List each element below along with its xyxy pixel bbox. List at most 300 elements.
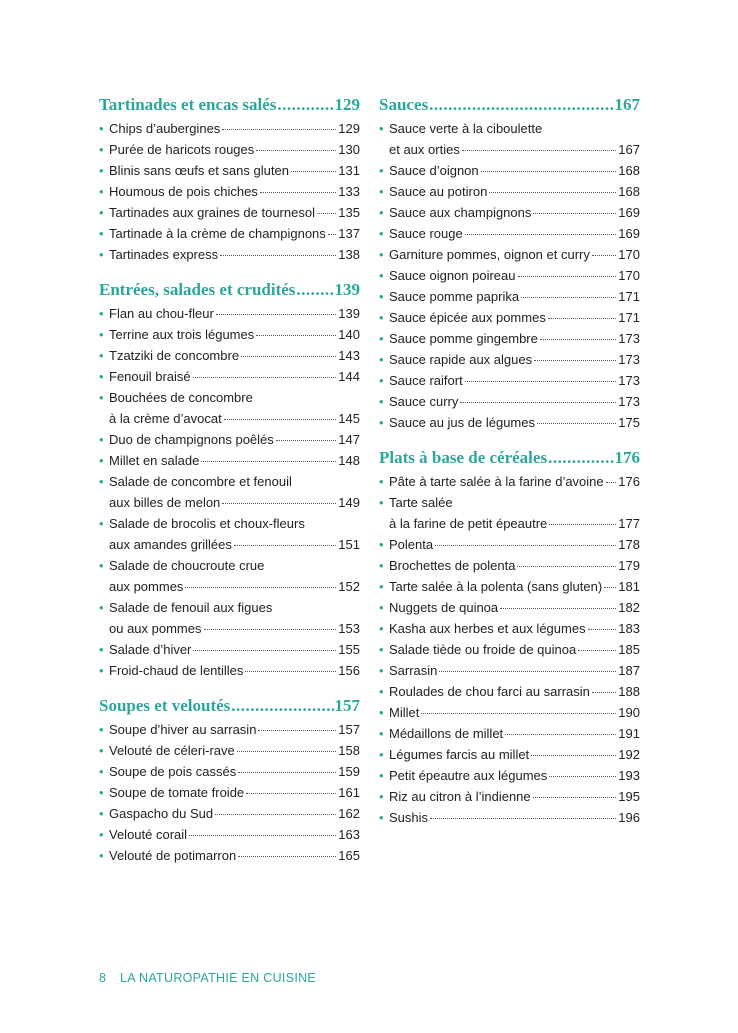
entry-title-line: Sauce verte à la ciboulette <box>389 121 543 136</box>
entry-page-number: 171 <box>618 310 640 325</box>
entry-page-number: 140 <box>338 327 360 342</box>
entry-page-number: 173 <box>618 394 640 409</box>
toc-entry[interactable] <box>99 345 360 366</box>
dot-leader <box>241 355 336 357</box>
dot-leader <box>238 855 336 857</box>
dot-leader <box>537 422 616 424</box>
entry-row <box>109 576 360 597</box>
entry-row <box>109 118 360 139</box>
toc-entry[interactable] <box>379 618 640 639</box>
toc-entry[interactable] <box>99 429 360 450</box>
dot-leader <box>222 502 336 504</box>
entry-page-number: 168 <box>618 163 640 178</box>
entry-page-number: 152 <box>338 579 360 594</box>
entry-page-number: 148 <box>338 453 360 468</box>
entry-row <box>389 349 640 370</box>
toc-entry[interactable] <box>379 349 640 370</box>
bullet-icon: • <box>99 184 104 199</box>
entry-page-number: 191 <box>618 726 640 741</box>
toc-entry[interactable] <box>99 303 360 324</box>
entry-row <box>389 534 640 555</box>
entry-title: Petit épeautre aux légumes <box>389 768 548 783</box>
entry-title: Flan au chou-fleur <box>109 306 214 321</box>
entry-title: Sauce rapide aux algues <box>389 352 533 367</box>
bullet-icon: • <box>379 247 384 262</box>
toc-section <box>379 92 640 433</box>
entry-list <box>379 471 640 828</box>
entry-page-number: 139 <box>338 306 360 321</box>
entry-page-number: 196 <box>618 810 640 825</box>
dot-leader <box>222 128 336 130</box>
entry-title: Soupe de tomate froide <box>109 785 245 800</box>
entry-page-number: 177 <box>618 516 640 531</box>
toc-entry[interactable] <box>99 803 360 824</box>
toc-entry[interactable] <box>99 244 360 265</box>
toc-entry[interactable] <box>379 181 640 202</box>
entry-row <box>109 429 360 450</box>
toc-entry[interactable] <box>99 660 360 681</box>
dot-leader <box>500 607 616 609</box>
toc-entry[interactable] <box>379 744 640 765</box>
entry-title: Velouté de potimarron <box>109 848 237 863</box>
toc-entry[interactable] <box>99 719 360 740</box>
bullet-icon: • <box>379 331 384 346</box>
entry-page-number: 156 <box>338 663 360 678</box>
entry-row <box>109 450 360 471</box>
entry-page-number: 137 <box>338 226 360 241</box>
toc-entry[interactable] <box>379 786 640 807</box>
dot-leader <box>260 191 336 193</box>
entry-row <box>389 370 640 391</box>
entry-page-number: 175 <box>618 415 640 430</box>
toc-entry[interactable] <box>379 412 640 433</box>
entry-row <box>389 471 640 492</box>
entry-title: Sauce pomme gingembre <box>389 331 538 346</box>
toc-entry[interactable] <box>99 845 360 866</box>
bullet-icon: • <box>99 516 104 531</box>
toc-entry[interactable] <box>99 324 360 345</box>
entry-page-number: 170 <box>618 268 640 283</box>
entry-row <box>109 660 360 681</box>
entry-title: Kasha aux herbes et aux légumes <box>389 621 586 636</box>
bullet-icon: • <box>379 394 384 409</box>
section-title-text: Sauces <box>379 95 429 114</box>
toc-section <box>379 445 640 828</box>
entry-title: Blinis sans œufs et sans gluten <box>109 163 289 178</box>
toc-entry[interactable] <box>99 118 360 139</box>
bullet-icon: • <box>379 810 384 825</box>
dot-leader <box>216 313 337 315</box>
entry-page-number: 131 <box>338 163 360 178</box>
toc-entry[interactable] <box>379 265 640 286</box>
entry-title: Fenouil braisé <box>109 369 191 384</box>
entry-row <box>109 740 360 761</box>
dot-leader <box>234 544 336 546</box>
dot-leader <box>460 401 616 403</box>
entry-page-number: 143 <box>338 348 360 363</box>
dot-leader <box>481 170 617 172</box>
entry-title: Salade d’hiver <box>109 642 192 657</box>
entry-title: Sauce au jus de légumes <box>389 415 535 430</box>
toc-entry[interactable] <box>99 387 360 429</box>
entry-row <box>389 265 640 286</box>
entry-row <box>389 618 640 639</box>
toc-section <box>99 277 360 681</box>
entry-page-number: 151 <box>338 537 360 552</box>
entry-page-number: 171 <box>618 289 640 304</box>
bullet-icon: • <box>379 684 384 699</box>
toc-entry[interactable] <box>379 286 640 307</box>
entry-title: Médaillons de millet <box>389 726 504 741</box>
entry-title-line: Tarte salée <box>389 495 453 510</box>
entry-title: Soupe d’hiver au sarrasin <box>109 722 257 737</box>
entry-title: Sauce d’oignon <box>389 163 479 178</box>
entry-page-number: 133 <box>338 184 360 199</box>
entry-title: Sauce curry <box>389 394 459 409</box>
toc-entry[interactable] <box>99 160 360 181</box>
toc-entry[interactable] <box>99 761 360 782</box>
entry-title: Sauce aux champignons <box>389 205 532 220</box>
entry-page-number: 169 <box>618 205 640 220</box>
toc-entry[interactable] <box>379 160 640 181</box>
entry-row <box>389 681 640 702</box>
dot-leader <box>540 338 616 340</box>
toc-entry[interactable] <box>99 513 360 555</box>
bullet-icon: • <box>99 806 104 821</box>
entry-page-number: 179 <box>618 558 640 573</box>
bullet-icon: • <box>99 142 104 157</box>
entry-title-line: Salade de concombre et fenouil <box>109 474 292 489</box>
entry-row <box>109 244 360 265</box>
bullet-icon: • <box>379 289 384 304</box>
toc-entry[interactable] <box>379 723 640 744</box>
dot-leader <box>505 733 616 735</box>
toc-entry[interactable] <box>99 824 360 845</box>
toc-entry[interactable] <box>379 223 640 244</box>
toc-entry[interactable] <box>99 139 360 160</box>
toc-entry[interactable] <box>99 366 360 387</box>
toc-entry[interactable] <box>99 181 360 202</box>
entry-row <box>389 391 640 412</box>
dot-leader <box>533 212 616 214</box>
section-title[interactable] <box>99 92 360 118</box>
entry-page-number: 185 <box>618 642 640 657</box>
toc-entry[interactable] <box>99 555 360 597</box>
entry-title: Purée de haricots rouges <box>109 142 255 157</box>
bullet-icon: • <box>99 348 104 363</box>
dot-leader <box>435 544 616 546</box>
entry-title: Velouté de céleri-rave <box>109 743 235 758</box>
toc-entry[interactable] <box>379 328 640 349</box>
entry-title: Sushis <box>389 810 429 825</box>
bullet-icon: • <box>379 205 384 220</box>
toc-entry[interactable] <box>99 597 360 639</box>
entry-page-number: 193 <box>618 768 640 783</box>
bullet-icon: • <box>379 495 384 510</box>
section-page-number: 176 <box>614 448 640 467</box>
entry-title: Salade tiède ou froide de quinoa <box>389 642 577 657</box>
toc-entry[interactable] <box>99 450 360 471</box>
bullet-icon: • <box>99 247 104 262</box>
entry-row <box>109 761 360 782</box>
toc-entry[interactable] <box>379 576 640 597</box>
toc-entry[interactable] <box>379 370 640 391</box>
entry-page-number: 161 <box>338 785 360 800</box>
bullet-icon: • <box>99 848 104 863</box>
dot-leader <box>533 796 617 798</box>
dot-leader <box>193 376 337 378</box>
entry-title: Millet en salade <box>109 453 200 468</box>
bullet-icon: • <box>99 453 104 468</box>
dot-leader <box>549 523 616 525</box>
entry-row <box>389 286 640 307</box>
toc-entry[interactable] <box>99 223 360 244</box>
entry-row <box>389 786 640 807</box>
entry-row <box>109 223 360 244</box>
section-title-text: Plats à base de céréales <box>379 448 548 467</box>
toc-entry[interactable] <box>99 202 360 223</box>
toc-section <box>99 693 360 866</box>
dot-leader <box>578 649 616 651</box>
entry-title-line: Bouchées de concombre <box>109 390 253 405</box>
bullet-icon: • <box>99 205 104 220</box>
bullet-icon: • <box>99 327 104 342</box>
toc-entry[interactable] <box>379 471 640 492</box>
bullet-icon: • <box>379 558 384 573</box>
bullet-icon: • <box>99 432 104 447</box>
toc-entry[interactable] <box>379 639 640 660</box>
entry-row <box>109 303 360 324</box>
dot-leader <box>429 92 613 118</box>
dot-leader <box>517 565 616 567</box>
entry-row <box>109 408 360 429</box>
entry-page-number: 159 <box>338 764 360 779</box>
dot-leader <box>193 649 336 651</box>
bullet-icon: • <box>99 743 104 758</box>
toc-entry[interactable] <box>99 639 360 660</box>
toc-column-right <box>379 92 640 840</box>
section-title-text: Soupes et veloutés <box>99 696 231 715</box>
section-title[interactable] <box>99 277 360 303</box>
toc-entry[interactable] <box>379 660 640 681</box>
dot-leader <box>189 834 336 836</box>
bullet-icon: • <box>99 827 104 842</box>
bullet-icon: • <box>379 705 384 720</box>
dot-leader <box>521 296 616 298</box>
entry-title: Pâte à tarte salée à la farine d’avoine <box>389 474 604 489</box>
dot-leader <box>549 775 616 777</box>
bullet-icon: • <box>99 163 104 178</box>
section-title[interactable] <box>99 693 360 719</box>
entry-title: Terrine aux trois légumes <box>109 327 255 342</box>
bullet-icon: • <box>99 663 104 678</box>
entry-page-number: 135 <box>338 205 360 220</box>
entry-title: Millet <box>389 705 420 720</box>
entry-title: Sauce raifort <box>389 373 463 388</box>
toc-entry[interactable] <box>99 740 360 761</box>
entry-row <box>109 139 360 160</box>
bullet-icon: • <box>379 268 384 283</box>
entry-list <box>99 118 360 265</box>
entry-title: Tarte salée à la polenta (sans gluten) <box>389 579 603 594</box>
section-title-text: Tartinades et encas salés <box>99 95 277 114</box>
bullet-icon: • <box>379 537 384 552</box>
entry-title: Houmous de pois chiches <box>109 184 258 199</box>
entry-page-number: 163 <box>338 827 360 842</box>
entry-row <box>109 534 360 555</box>
dot-leader <box>421 712 616 714</box>
entry-page-number: 181 <box>618 579 640 594</box>
entry-title: aux billes de melon <box>109 495 221 510</box>
entry-row <box>389 660 640 681</box>
bullet-icon: • <box>99 390 104 405</box>
entry-row <box>109 181 360 202</box>
entry-row <box>389 412 640 433</box>
bullet-icon: • <box>379 579 384 594</box>
toc-entry[interactable] <box>379 702 640 723</box>
entry-page-number: 167 <box>618 142 640 157</box>
entry-page-number: 147 <box>338 432 360 447</box>
section-title[interactable] <box>379 445 640 471</box>
entry-page-number: 173 <box>618 373 640 388</box>
toc-entry[interactable] <box>379 307 640 328</box>
entry-page-number: 157 <box>338 722 360 737</box>
entry-title: Riz au citron à l’indienne <box>389 789 531 804</box>
dot-leader <box>237 750 337 752</box>
entry-title: Sauce au potiron <box>389 184 488 199</box>
bullet-icon: • <box>379 373 384 388</box>
entry-page-number: 138 <box>338 247 360 262</box>
entry-title: Tartinade à la crème de champignons <box>109 226 326 241</box>
entry-title-line: Salade de fenouil aux figues <box>109 600 273 615</box>
entry-title: Tartinades express <box>109 247 219 262</box>
entry-title: Froid-chaud de lentilles <box>109 663 244 678</box>
bullet-icon: • <box>379 352 384 367</box>
dot-leader <box>291 170 336 172</box>
dot-leader <box>592 254 616 256</box>
bullet-icon: • <box>379 768 384 783</box>
entry-page-number: 144 <box>338 369 360 384</box>
toc-entry[interactable] <box>379 597 640 618</box>
entry-title: Tartinades aux graines de tournesol <box>109 205 315 220</box>
bullet-icon: • <box>379 226 384 241</box>
dot-leader <box>328 233 337 235</box>
dot-leader <box>277 92 333 118</box>
bullet-icon: • <box>99 722 104 737</box>
bullet-icon: • <box>99 226 104 241</box>
entry-row <box>109 719 360 740</box>
toc-entry[interactable] <box>99 782 360 803</box>
bullet-icon: • <box>379 621 384 636</box>
section-page-number: 167 <box>614 95 640 114</box>
entry-list <box>99 719 360 866</box>
entry-row <box>389 765 640 786</box>
entry-row <box>389 223 640 244</box>
entry-row <box>109 366 360 387</box>
entry-title-line: Salade de choucroute crue <box>109 558 265 573</box>
toc-entry[interactable] <box>379 118 640 160</box>
book-title: LA NATUROPATHIE EN CUISINE <box>120 971 317 985</box>
toc-column-left <box>99 92 360 878</box>
toc-entry[interactable] <box>379 807 640 828</box>
dot-leader <box>256 334 336 336</box>
dot-leader <box>588 628 617 630</box>
toc-entry[interactable] <box>379 555 640 576</box>
bullet-icon: • <box>379 184 384 199</box>
entry-row <box>389 202 640 223</box>
toc-entry[interactable] <box>379 534 640 555</box>
entry-title: Sauce pomme paprika <box>389 289 520 304</box>
entry-title: Sauce oignon poireau <box>389 268 516 283</box>
entry-row <box>389 723 640 744</box>
dot-leader <box>534 359 616 361</box>
entry-row <box>389 576 640 597</box>
dot-leader <box>465 380 617 382</box>
dot-leader <box>231 693 333 719</box>
entry-page-number: 192 <box>618 747 640 762</box>
dot-leader <box>439 670 616 672</box>
entry-title: Chips d’aubergines <box>109 121 221 136</box>
dot-leader <box>548 445 613 471</box>
entry-title: Duo de champignons poêlés <box>109 432 274 447</box>
entry-row <box>389 244 640 265</box>
bullet-icon: • <box>379 310 384 325</box>
dot-leader <box>462 149 616 151</box>
entry-row <box>389 513 640 534</box>
entry-title: et aux orties <box>389 142 460 157</box>
entry-page-number: 155 <box>338 642 360 657</box>
entry-row <box>389 744 640 765</box>
entry-page-number: 188 <box>618 684 640 699</box>
toc-entry[interactable] <box>379 765 640 786</box>
entry-row <box>389 181 640 202</box>
dot-leader <box>489 191 616 193</box>
entry-row <box>109 845 360 866</box>
dot-leader <box>256 149 336 151</box>
entry-row <box>389 597 640 618</box>
bullet-icon: • <box>379 121 384 136</box>
bullet-icon: • <box>99 474 104 489</box>
bullet-icon: • <box>379 663 384 678</box>
entry-page-number: 145 <box>338 411 360 426</box>
entry-title-line: Salade de brocolis et choux-fleurs <box>109 516 305 531</box>
section-page-number: 129 <box>334 95 360 114</box>
toc-entry[interactable] <box>99 471 360 513</box>
toc-section <box>99 92 360 265</box>
dot-leader <box>204 628 337 630</box>
bullet-icon: • <box>99 121 104 136</box>
toc-entry[interactable] <box>379 244 640 265</box>
entry-row <box>389 807 640 828</box>
entry-row <box>109 202 360 223</box>
section-title[interactable] <box>379 92 640 118</box>
dot-leader <box>224 418 337 420</box>
entry-page-number: 158 <box>338 743 360 758</box>
entry-page-number: 182 <box>618 600 640 615</box>
dot-leader <box>548 317 616 319</box>
toc-entry[interactable] <box>379 681 640 702</box>
toc-entry[interactable] <box>379 391 640 412</box>
dot-leader <box>296 277 333 303</box>
toc-entry[interactable] <box>379 202 640 223</box>
toc-entry[interactable] <box>379 492 640 534</box>
entry-row <box>109 803 360 824</box>
bullet-icon: • <box>379 642 384 657</box>
bullet-icon: • <box>99 642 104 657</box>
dot-leader <box>606 481 617 483</box>
entry-title: Polenta <box>389 537 434 552</box>
entry-row <box>389 160 640 181</box>
